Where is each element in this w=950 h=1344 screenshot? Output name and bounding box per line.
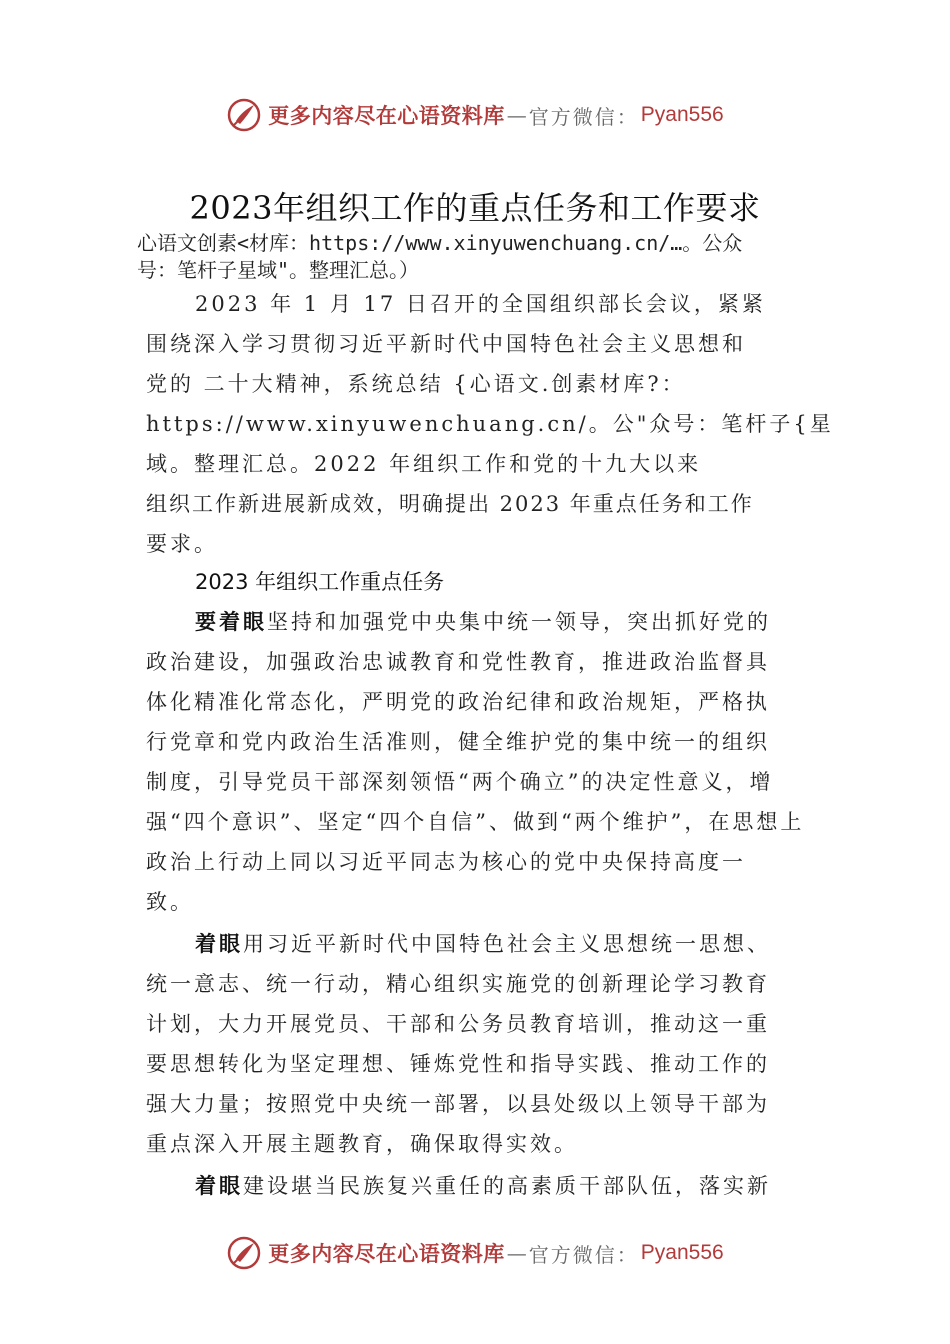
paragraph [146, 1166, 811, 1206]
document-title: 2023年组织工作的重点任务和工作要求 [189, 189, 761, 227]
footer-banner [0, 1233, 950, 1273]
text-line: 政治建设，加强政治忠诚教育和党性教育，推进政治监督具 [146, 650, 770, 674]
text-line: 党的 二十大精神，系统总结 {心语文.创素材库?： [146, 372, 686, 396]
text-line: 制度，引导党员干部深刻领悟“两个确立”的决定性意义，增 [146, 770, 774, 794]
text-line: https://www.xinyuwenchuang.cn/。公"众号：笔杆子{星 [146, 412, 834, 436]
text-line [146, 602, 811, 642]
paragraph [146, 602, 811, 922]
text-line: 行党章和党内政治生活准则，健全维护党的集中统一的组织 [146, 730, 770, 754]
source-line: 号：笔杆子星域"。整理汇总。） [137, 258, 420, 282]
banner-wechat-id: Pyan556 [640, 103, 724, 126]
intro-paragraph [146, 284, 834, 564]
banner-text: 更多内容尽在心语资料库 [268, 1241, 505, 1266]
text-line: 要求。 [146, 532, 218, 556]
line-text: 坚持和加强党中央集中统一领导，突出抓好党的 [267, 610, 771, 634]
text-line: 政治上行动上同以习近平同志为核心的党中央保持高度一 [146, 850, 746, 874]
banner-wechat-id: Pyan556 [640, 1241, 724, 1264]
line-text: 建设堪当民族复兴重任的高素质干部队伍，落实新 [243, 1174, 771, 1198]
lead-phrase: 着眼 [195, 932, 243, 956]
lead-phrase: 要着眼 [195, 610, 267, 634]
brush-logo-icon [226, 97, 262, 133]
text-line: 组织工作新进展新成效，明确提出 2023 年重点任务和工作 [146, 492, 754, 516]
banner-separator: — [506, 103, 527, 127]
banner-text: 更多内容尽在心语资料库 [268, 103, 505, 128]
text-line: 强大力量；按照党中央统一部署，以县处级以上领导干部为 [146, 1092, 770, 1116]
lead-phrase: 着眼 [195, 1174, 243, 1198]
text-line [146, 1166, 811, 1206]
text-line: 致。 [146, 890, 194, 914]
line-text: 用习近平新时代中国特色社会主义思想统一思想、 [243, 932, 771, 956]
text-line: 重点深入开展主题教育，确保取得实效。 [146, 1132, 578, 1156]
brush-logo-icon [226, 1235, 262, 1271]
text-line: 要思想转化为坚定理想、锤炼党性和指导实践、推动工作的 [146, 1052, 770, 1076]
text-line: 强“四个意识”、坚定“四个自信”、做到“两个维护”，在思想上 [146, 810, 805, 834]
section-heading: 2023 年组织工作重点任务 [195, 570, 445, 594]
source-line: 心语文创素<材库：https://www.xinyuwenchuang.cn/…。公众 [137, 231, 743, 255]
text-line [146, 924, 811, 964]
paragraph [146, 924, 811, 1164]
text-line: 计划，大力开展党员、干部和公务员教育培训，推动这一重 [146, 1012, 770, 1036]
banner-separator: — [506, 1241, 527, 1265]
text-line: 体化精准化常态化，严明党的政治纪律和政治规矩，严格执 [146, 690, 770, 714]
source-note [137, 230, 857, 284]
text-line: 2023 年 1 月 17 日召开的全国组织部长会议，紧紧 [195, 292, 766, 316]
text-line: 围绕深入学习贯彻习近平新时代中国特色社会主义思想和 [146, 332, 746, 356]
banner-wechat-label: 官方微信： [528, 1242, 639, 1267]
header-banner [0, 95, 950, 135]
text-line: 域。整理汇总。2022 年组织工作和党的十九大以来 [146, 452, 702, 476]
text-line: 统一意志、统一行动，精心组织实施党的创新理论学习教育 [146, 972, 770, 996]
banner-wechat-label: 官方微信： [528, 104, 639, 129]
